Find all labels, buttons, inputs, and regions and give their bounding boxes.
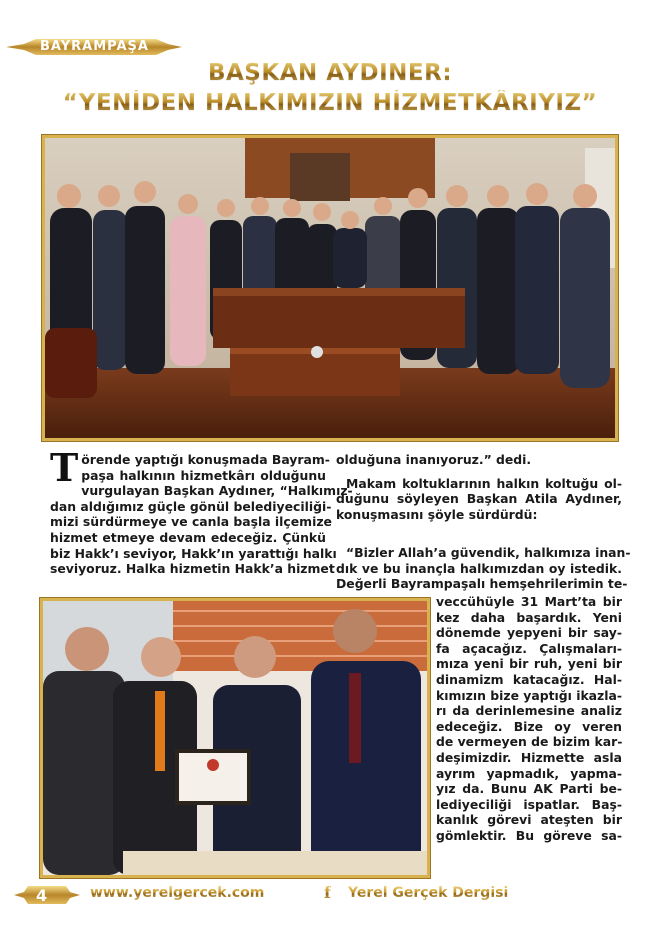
text-line: olduğuna inanıyoruz.” dedi. — [336, 452, 532, 467]
section-label: BAYRAMPAŞA — [40, 39, 149, 54]
article-column-right-p1 — [336, 452, 622, 522]
text-line: paşa halkının hizmetkârı olduğunu — [81, 467, 326, 483]
page-number: 4 — [36, 886, 48, 905]
article-column-right-p3 — [336, 545, 631, 592]
text-line: ayrım yapmadık, yapma- — [436, 765, 622, 781]
text-line: veccühüyle 31 Mart’ta bir — [436, 594, 622, 609]
text-line: örende yaptığı konuşmada Bayram- — [81, 452, 330, 467]
text-line: yız da. Bunu AK Parti be- — [436, 781, 622, 797]
text-line: gömlektir. Bu göreve sa- — [436, 827, 622, 843]
text-line: kez daha başardık. Yeni — [436, 609, 622, 625]
article-column-narrow — [436, 594, 622, 844]
text-line: duğunu söyleyen Başkan Atila Aydıner, — [336, 491, 622, 507]
section-banner — [6, 38, 182, 56]
headline-line-1: BAŞKAN AYDINER: — [0, 60, 660, 86]
text-line: Değerli Bayrampaşalı hemşehrilerimin te- — [336, 576, 628, 592]
magazine-name: Yerel Gerçek Dergisi — [348, 885, 509, 901]
text-line: hizmet etmeye devam edeceğiz. Çünkü — [50, 529, 326, 545]
drop-cap: T — [50, 445, 79, 490]
text-line: Makam koltuklarının halkın koltuğu ol- — [346, 475, 622, 491]
page-footer — [0, 880, 660, 910]
text-line: dinamizm katacağız. Hal- — [436, 671, 622, 687]
group-photo-image — [45, 138, 615, 438]
text-line: mizi sürdürmeye ve canla başla ilçemize — [50, 514, 332, 530]
text-line: dönemde yepyeni bir say- — [436, 625, 622, 641]
headline-line-2: “YENİDEN HALKIMIZIN HİZMETKÂRIYIZ” — [0, 90, 660, 116]
text-line: seviyoruz. Halka hizmetin Hakk’a hizmet — [50, 561, 335, 577]
text-line: dan aldığımız güçle gönül belediyeciliği- — [50, 498, 332, 514]
facebook-f-icon[interactable]: f — [324, 883, 331, 902]
text-line: “Bizler Allah’a güvendik, halkımıza inan- — [346, 545, 631, 560]
page-number-badge — [14, 884, 80, 906]
website-link[interactable]: www.yerelgercek.com — [90, 885, 265, 901]
text-line: biz Hakk’ı seviyor, Hakk’ın yarattığı halkı — [50, 545, 337, 561]
text-line: dık ve bu inançla halkımızdan oy istedik. — [336, 560, 622, 576]
certificate-photo — [40, 598, 430, 878]
article-column-left — [50, 445, 353, 577]
text-line: lediyeciliği ispatlar. Baş- — [436, 796, 622, 812]
certificate-photo-image — [43, 601, 427, 875]
text-line: edeceğiz. Bize oy veren — [436, 718, 622, 734]
text-line: vurgulayan Başkan Aydıner, “Halkımız- — [81, 483, 353, 499]
text-line: deşimizdir. Hizmette asla — [436, 749, 622, 765]
text-line: rı da derinlemesine analiz — [436, 703, 622, 719]
text-line: kımızın bize yaptığı ikazla- — [436, 687, 623, 703]
text-line: de vermeyen de bizim kar- — [436, 734, 623, 750]
text-line: mıza yeni bir ruh, yeni bir — [436, 656, 622, 672]
text-line: fa açacağız. Çalışmaları- — [436, 640, 622, 656]
text-line: kanlık görevi ateşten bir — [436, 812, 622, 828]
group-photo — [42, 135, 618, 441]
text-line: konuşmasını şöyle sürdürdü: — [336, 506, 538, 522]
